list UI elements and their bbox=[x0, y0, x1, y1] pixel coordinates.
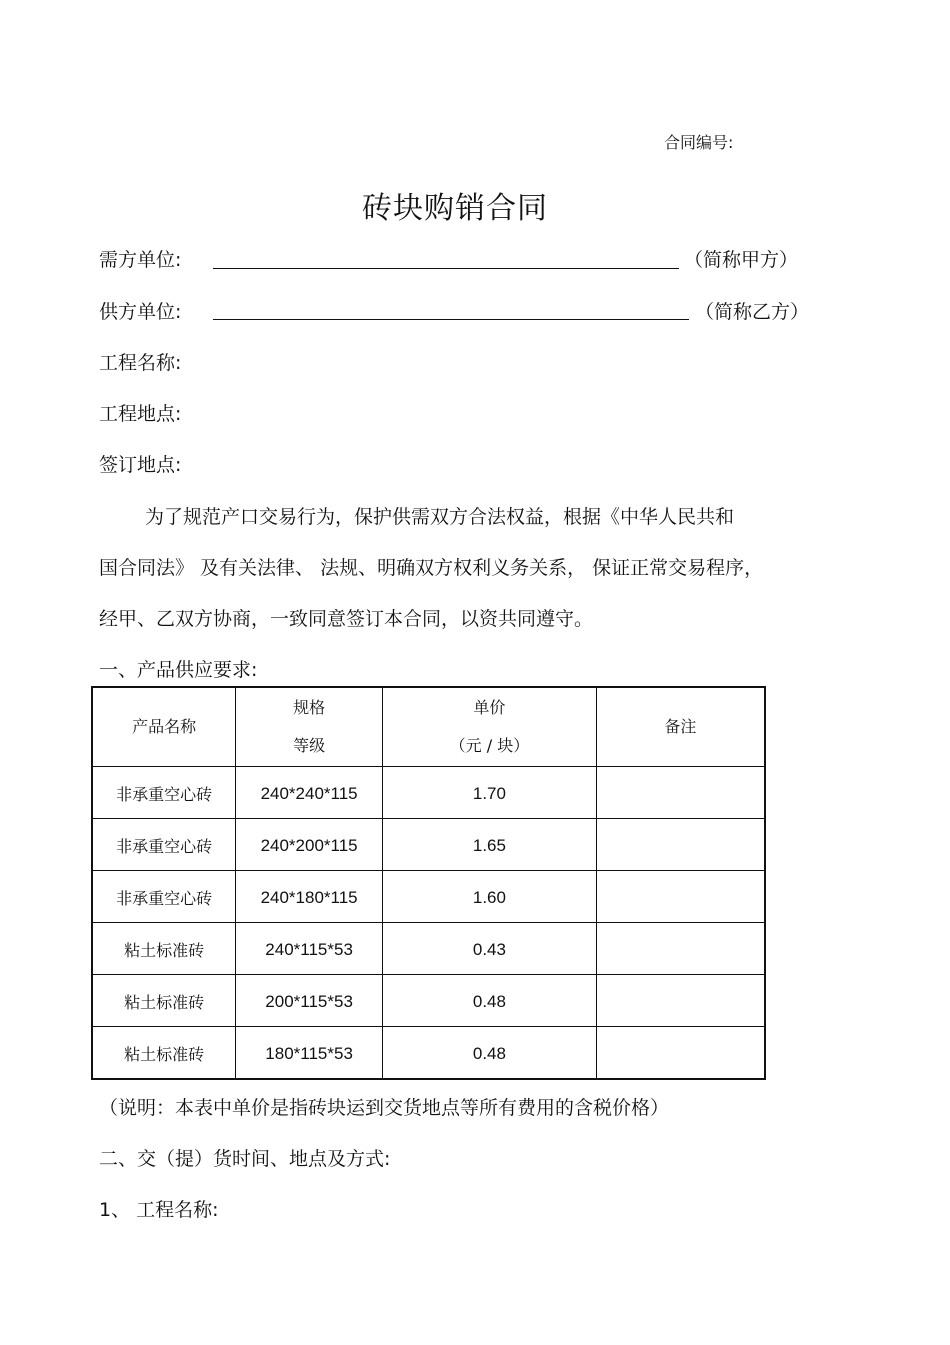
cell-price: 0.48 bbox=[382, 975, 596, 1027]
cell-note bbox=[596, 871, 765, 923]
cell-product-name: 非承重空心砖 bbox=[92, 767, 236, 819]
cell-note bbox=[596, 767, 765, 819]
header-product-name: 产品名称 bbox=[92, 687, 236, 767]
table-row bbox=[92, 819, 765, 871]
header-note: 备注 bbox=[596, 687, 765, 767]
seller-label: 供方单位: bbox=[99, 301, 182, 323]
cell-note bbox=[596, 923, 765, 975]
table-row bbox=[92, 975, 765, 1027]
header-spec bbox=[236, 687, 383, 767]
header-price-line-1: 单价 bbox=[473, 698, 506, 717]
project-name-label: 工程名称: bbox=[99, 352, 182, 374]
cell-spec: 180*115*53 bbox=[236, 1027, 383, 1080]
cell-spec: 240*180*115 bbox=[236, 871, 383, 923]
cell-price: 1.70 bbox=[382, 767, 596, 819]
cell-product-name: 非承重空心砖 bbox=[92, 871, 236, 923]
cell-spec: 240*240*115 bbox=[236, 767, 383, 819]
project-location-label: 工程地点: bbox=[99, 403, 182, 425]
buyer-suffix: （简称甲方） bbox=[684, 249, 799, 271]
cell-spec: 240*200*115 bbox=[236, 819, 383, 871]
cell-price: 0.48 bbox=[382, 1027, 596, 1080]
cell-price: 1.65 bbox=[382, 819, 596, 871]
section-2-item-1: 1、 工程名称: bbox=[99, 1199, 219, 1221]
cell-spec: 200*115*53 bbox=[236, 975, 383, 1027]
document-title: 砖块购销合同 bbox=[362, 191, 548, 226]
cell-product-name: 粘土标准砖 bbox=[92, 975, 236, 1027]
sign-location-label: 签订地点: bbox=[99, 454, 182, 476]
cell-product-name: 粘土标准砖 bbox=[92, 1027, 236, 1080]
cell-product-name: 粘土标准砖 bbox=[92, 923, 236, 975]
preamble-line-3: 经甲、乙双方协商，一致同意签订本合同，以资共同遵守。 bbox=[99, 608, 594, 630]
contract-number-label: 合同编号: bbox=[664, 133, 734, 152]
section-1-heading: 一、产品供应要求: bbox=[99, 659, 258, 681]
table-row bbox=[92, 871, 765, 923]
cell-note bbox=[596, 819, 765, 871]
cell-price: 0.43 bbox=[382, 923, 596, 975]
price-table bbox=[91, 686, 766, 1080]
header-price-line-2: （元 / 块） bbox=[449, 736, 530, 755]
cell-note bbox=[596, 1027, 765, 1080]
section-2-heading: 二、交（提）货时间、地点及方式: bbox=[99, 1148, 391, 1170]
table-row bbox=[92, 767, 765, 819]
buyer-label: 需方单位: bbox=[99, 249, 182, 271]
header-spec-line-1: 规格 bbox=[293, 698, 326, 717]
cell-note bbox=[596, 975, 765, 1027]
preamble-line-1: 为了规范产口交易行为，保护供需双方合法权益，根据《中华人民共和 bbox=[145, 506, 735, 528]
cell-product-name: 非承重空心砖 bbox=[92, 819, 236, 871]
price-note: （说明：本表中单价是指砖块运到交货地点等所有费用的含税价格） bbox=[99, 1097, 670, 1119]
seller-blank-line bbox=[213, 319, 689, 320]
header-spec-line-2: 等级 bbox=[293, 736, 326, 755]
preamble-line-2: 国合同法》 及有关法律、 法规、明确双方权利义务关系， 保证正常交易程序， bbox=[99, 557, 764, 579]
table-header-row bbox=[92, 687, 765, 767]
header-unit-price bbox=[382, 687, 596, 767]
cell-price: 1.60 bbox=[382, 871, 596, 923]
table-row bbox=[92, 1027, 765, 1080]
seller-suffix: （简称乙方） bbox=[695, 301, 810, 323]
table-row bbox=[92, 923, 765, 975]
buyer-blank-line bbox=[213, 268, 679, 269]
cell-spec: 240*115*53 bbox=[236, 923, 383, 975]
